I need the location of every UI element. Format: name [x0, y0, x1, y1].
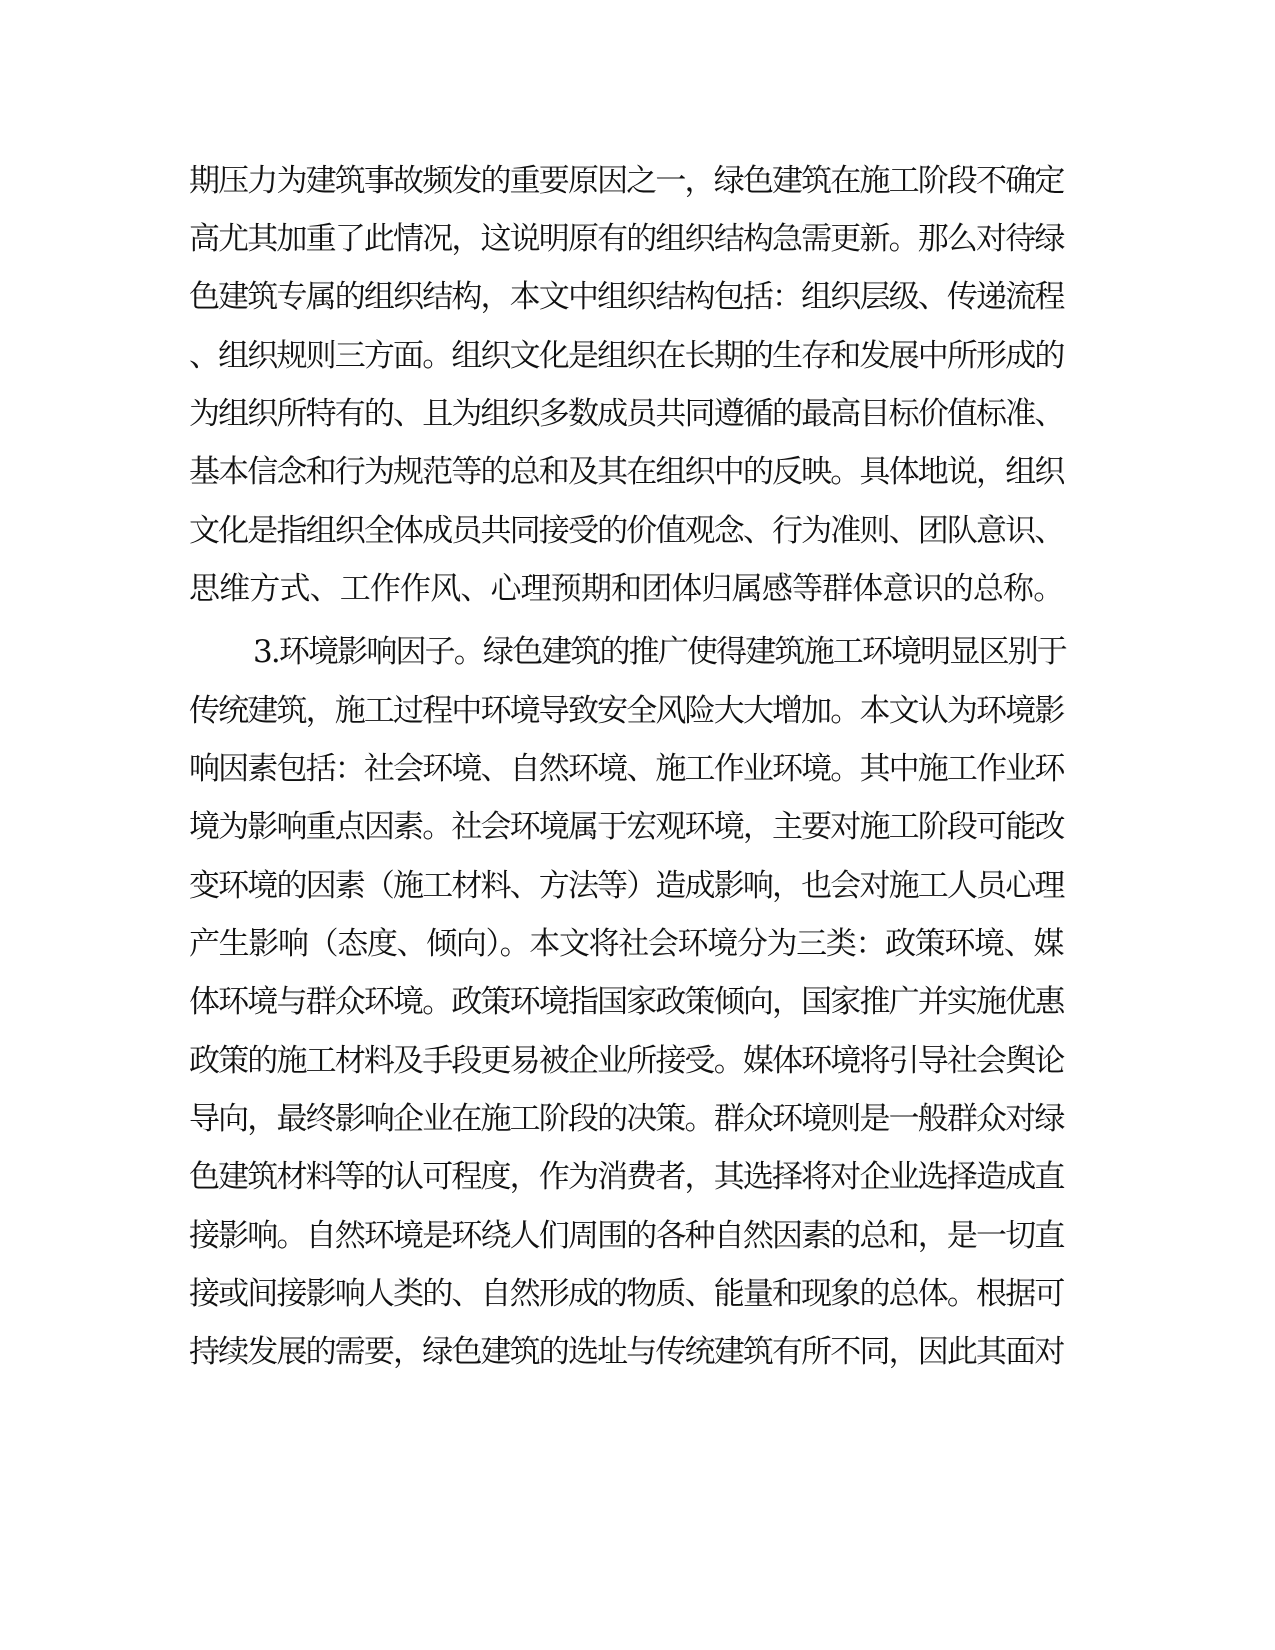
- text-line: 政策的施工材料及手段更易被企业所接受。媒体环境将引导社会舆论: [189, 1043, 1064, 1079]
- text-line: 传统建筑，施工过程中环境导致安全风险大大增加。本文认为环境影: [189, 693, 1064, 729]
- text-line: 为组织所特有的、且为组织多数成员共同遵循的最高目标价值标准、: [189, 396, 1064, 432]
- text-line: 色建筑材料等的认可程度，作为消费者，其选择将对企业选择造成直: [189, 1159, 1064, 1195]
- text-line: 体环境与群众环境。政策环境指国家政策倾向，国家推广并实施优惠: [189, 984, 1064, 1020]
- text-line: 高尤其加重了此情况，这说明原有的组织结构急需更新。那么对待绿: [189, 221, 1064, 257]
- text-line: 基本信念和行为规范等的总和及其在组织中的反映。具体地说，组织: [189, 454, 1064, 490]
- text-line: 接影响。自然环境是环绕人们周围的各种自然因素的总和，是一切直: [189, 1218, 1064, 1254]
- text-line: 变环境的因素（施工材料、方法等）造成影响，也会对施工人员心理: [189, 868, 1064, 904]
- text-line: 产生影响（态度、倾向）。本文将社会环境分为三类：政策环境、媒: [189, 926, 1063, 962]
- text-line: 期压力为建筑事故频发的重要原因之一，绿色建筑在施工阶段不确定: [189, 163, 1064, 199]
- text-line: 响因素包括：社会环境、自然环境、施工作业环境。其中施工作业环: [189, 751, 1064, 787]
- text-line: 持续发展的需要，绿色建筑的选址与传统建筑有所不同，因此其面对: [189, 1334, 1064, 1370]
- text-line: 色建筑专属的组织结构，本文中组织结构包括：组织层级、传递流程: [189, 279, 1064, 315]
- text-line: 文化是指组织全体成员共同接受的价值观念、行为准则、团队意识、: [189, 513, 1064, 549]
- text-line: 思维方式、工作作风、心理预期和团体归属感等群体意识的总称。: [189, 571, 1064, 607]
- text-line: 接或间接影响人类的、自然形成的物质、能量和现象的总体。根据可: [189, 1276, 1064, 1312]
- text-line: 导向，最终影响企业在施工阶段的决策。群众环境则是一般群众对绿: [189, 1101, 1064, 1137]
- text-line: 、组织规则三方面。组织文化是组织在长期的生存和发展中所形成的: [189, 338, 1064, 374]
- text-line: 境为影响重点因素。社会环境属于宏观环境，主要对施工阶段可能改: [189, 809, 1064, 845]
- section-heading-line: 3.环境影响因子。绿色建筑的推广使得建筑施工环境明显区别于: [253, 634, 1066, 670]
